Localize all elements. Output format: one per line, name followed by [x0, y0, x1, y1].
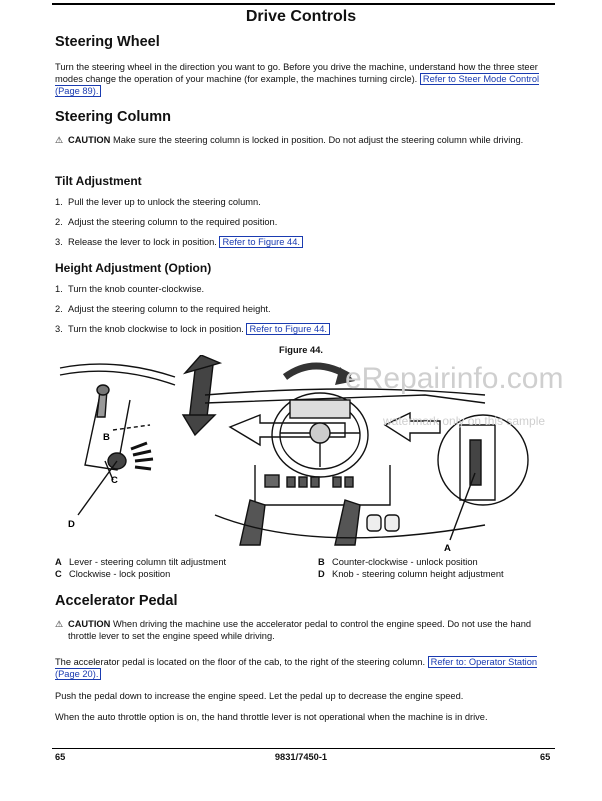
legend-item-a: [55, 557, 226, 567]
watermark-site: eRepairinfo.com: [345, 362, 564, 395]
step-text: Release the lever to lock in position.: [68, 237, 217, 247]
step-text: Adjust the steering column to the required position.: [68, 217, 278, 227]
tilt-step: [55, 237, 303, 247]
step-number: 1.: [55, 284, 63, 294]
callout-a: A: [444, 543, 451, 554]
warning-icon: ⚠: [55, 619, 64, 629]
caution-label: CAUTION: [68, 135, 111, 145]
warning-icon: ⚠: [55, 135, 64, 145]
callout-d: D: [68, 519, 75, 530]
callout-b: B: [103, 432, 110, 443]
step-number: 2.: [55, 217, 63, 227]
caution-text: When driving the machine use the accelerator pedal to control the engine speed. Do not use the hand throttle lever to set the engine speed while driving.: [68, 619, 532, 641]
steering-column-heading: Steering Column: [55, 109, 172, 125]
watermark-note: watermark only on this sample: [383, 414, 546, 428]
accelerator-location-text: [55, 656, 555, 680]
accelerator-location-body: The accelerator pedal is located on the floor of the cab, to the right of the steering column.: [55, 657, 426, 667]
footer-doc-number: 9831/7450-1: [274, 752, 328, 762]
step-text: Adjust the steering column to the required height.: [68, 304, 271, 314]
footer-page-right: 65: [540, 752, 551, 762]
accelerator-caution: [68, 618, 555, 642]
step-number: 3.: [55, 237, 63, 247]
legend-item-c: [55, 569, 170, 579]
operator-station-link[interactable]: Refer to: Operator Station (Page 20).: [55, 657, 538, 679]
legend-text: Lever - steering column tilt adjustment: [69, 557, 227, 567]
step-number: 1.: [55, 197, 63, 207]
legend-key: A: [55, 557, 62, 567]
accelerator-usage-text: Push the pedal down to increase the engine speed. Let the pedal up to decrease the engine speed.: [55, 691, 464, 701]
steer-mode-link[interactable]: Refer to Steer Mode Control (Page 89).: [55, 74, 540, 96]
auto-throttle-text: When the auto throttle option is on, the hand throttle lever is not operational when the machine is in drive.: [55, 712, 488, 722]
legend-key: D: [318, 569, 325, 579]
caution-text: Make sure the steering column is locked in position. Do not adjust the steering column while driving.: [112, 135, 524, 145]
callout-c: C: [111, 475, 118, 486]
figure-44-link[interactable]: Refer to Figure 44.: [246, 323, 330, 335]
legend-item-b: [318, 557, 478, 567]
tilt-step: [55, 217, 277, 227]
footer-rule: [52, 748, 555, 749]
steering-wheel-body: Turn the steering wheel in the direction you want to go. Before you drive the machine, understand how the three steer modes change the operation of your machine (for example, the machines turning circle).: [55, 62, 538, 84]
height-step: [55, 304, 271, 314]
height-step: [55, 324, 330, 334]
steering-column-caution: [68, 134, 555, 146]
steering-wheel-heading: Steering Wheel: [55, 34, 160, 50]
legend-key: B: [318, 557, 325, 567]
step-text: Pull the lever up to unlock the steering column.: [68, 197, 261, 207]
step-number: 2.: [55, 304, 63, 314]
tilt-adjustment-heading: Tilt Adjustment: [55, 174, 142, 188]
page-title: Drive Controls: [245, 8, 357, 25]
figure-caption: Figure 44.: [279, 345, 323, 355]
legend-text: Counter-clockwise - unlock position: [332, 557, 478, 567]
legend-text: Clockwise - lock position: [69, 569, 171, 579]
height-adjustment-heading: Height Adjustment (Option): [55, 261, 212, 275]
footer-page-left: 65: [55, 752, 66, 762]
legend-key: C: [55, 569, 62, 579]
step-text: Turn the knob counter-clockwise.: [68, 284, 205, 294]
height-step: [55, 284, 204, 294]
legend-text: Knob - steering column height adjustment: [332, 569, 504, 579]
caution-label: CAUTION: [68, 619, 111, 629]
accelerator-pedal-heading: Accelerator Pedal: [55, 593, 178, 609]
figure-44-link[interactable]: Refer to Figure 44.: [219, 236, 303, 248]
step-number: 3.: [55, 324, 63, 334]
top-rule: [52, 3, 555, 5]
step-text: Turn the knob clockwise to lock in position.: [68, 324, 244, 334]
tilt-step: [55, 197, 261, 207]
legend-item-d: [318, 569, 504, 579]
steering-wheel-text: [55, 61, 555, 97]
